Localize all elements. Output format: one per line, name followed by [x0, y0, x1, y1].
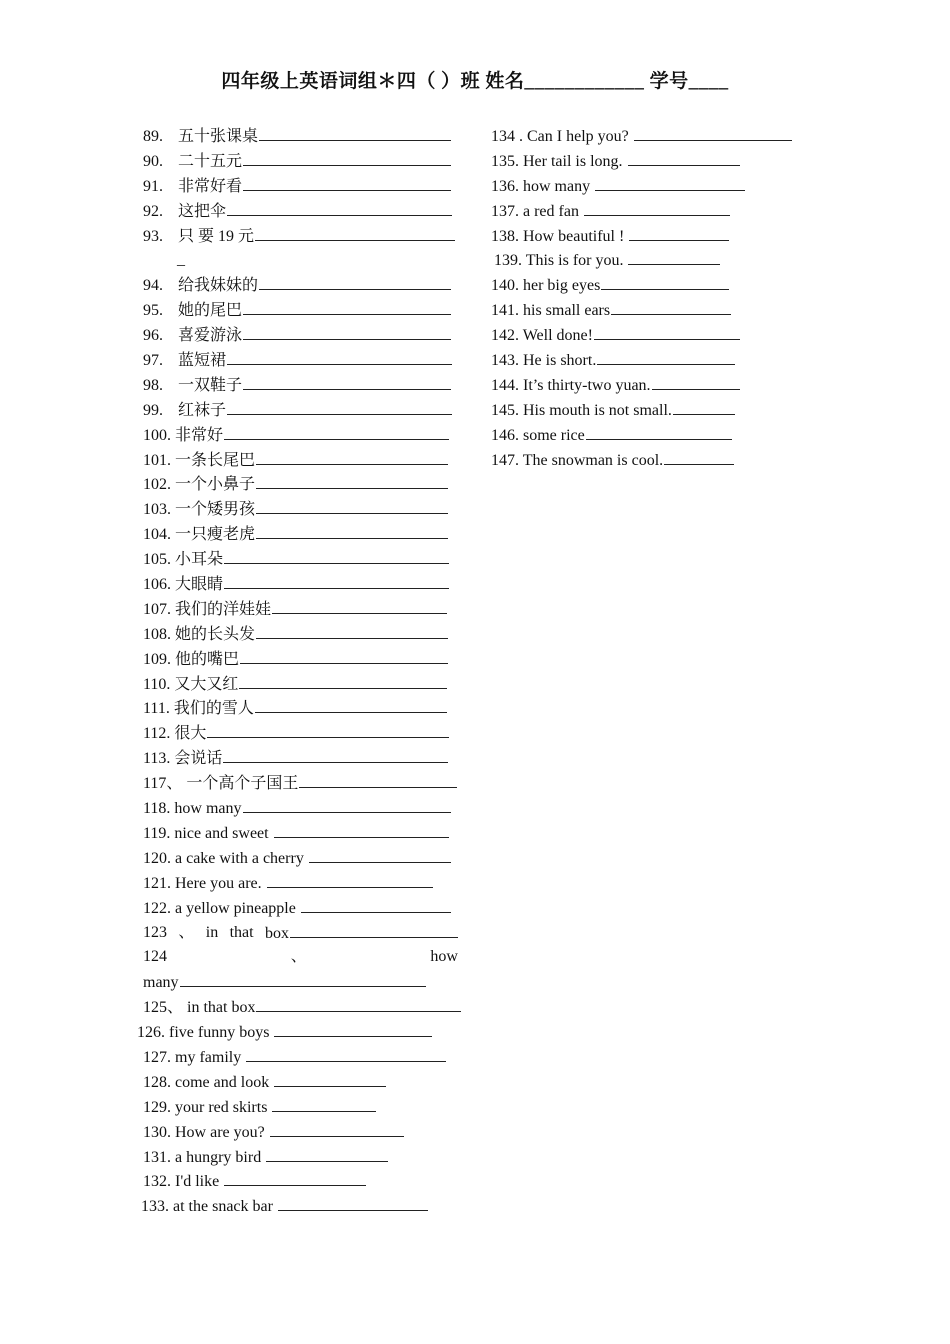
answer-blank[interactable] [239, 672, 447, 689]
item-number: 117、 [143, 775, 183, 793]
item-text: 一条长尾巴 [171, 451, 256, 469]
answer-blank[interactable] [278, 1194, 428, 1211]
list-item [143, 721, 461, 746]
item-number: 111. [143, 700, 170, 718]
answer-blank[interactable] [274, 1070, 386, 1087]
answer-blank[interactable] [611, 298, 731, 315]
answer-blank[interactable] [595, 174, 745, 191]
item-number: 89. [143, 128, 163, 145]
item-number: 129. [143, 1098, 171, 1116]
answer-blank[interactable] [256, 497, 448, 514]
list-item [143, 672, 461, 697]
answer-blank[interactable] [586, 423, 732, 440]
item-text: The snowman is cool. [519, 451, 664, 469]
answer-blank[interactable] [634, 124, 792, 141]
answer-blank[interactable] [267, 871, 433, 888]
item-text: 123 [143, 923, 167, 941]
item-number: 131. [143, 1148, 171, 1166]
list-item [491, 273, 811, 298]
item-number: 108. [143, 625, 171, 643]
item-text: It’s thirty-two yuan. [519, 376, 651, 394]
item-number: 138. [491, 227, 519, 245]
item-number: 95. [143, 302, 163, 320]
list-item [137, 1020, 461, 1045]
list-item [491, 448, 811, 473]
item-number: 109. [143, 650, 171, 668]
item-text: how many [519, 177, 595, 195]
item-text: in that box [183, 999, 256, 1017]
item-text: I'd like [171, 1173, 224, 1191]
item-number: 102. [143, 476, 171, 494]
item-text: Her tail is long. [519, 152, 627, 170]
answer-blank[interactable] [227, 398, 452, 415]
worksheet-title: 四年级上英语词组＊四（ ）班 姓名____________ 学号____ [221, 71, 729, 92]
answer-blank[interactable] [274, 821, 449, 838]
item-number: 140. [491, 277, 519, 295]
list-item [143, 995, 461, 1020]
answer-blank[interactable] [243, 149, 451, 166]
answer-blank[interactable] [594, 323, 740, 340]
list-item [143, 1145, 461, 1170]
item-text: your red skirts [171, 1098, 272, 1116]
item-text: a hungry bird [171, 1148, 266, 1166]
item-number: 105. [143, 551, 171, 569]
answer-blank[interactable] [255, 696, 447, 713]
answer-blank[interactable] [272, 1095, 376, 1112]
item-number: 91. [143, 177, 163, 195]
item-number: 113. [143, 750, 171, 768]
list-item [143, 647, 461, 672]
list-item [143, 846, 461, 871]
item-text: Can I help you? [523, 128, 633, 145]
list-item [491, 323, 811, 348]
item-text: in [205, 923, 219, 941]
answer-blank[interactable] [243, 323, 451, 340]
item-text: 这把伞 [178, 202, 227, 220]
item-text: five funny boys [165, 1024, 274, 1042]
answer-blank[interactable] [256, 522, 448, 539]
item-number: 107. [143, 600, 171, 618]
item-number: 134 . [491, 128, 523, 145]
item-text: _ [177, 251, 185, 269]
list-item [143, 921, 458, 946]
item-text: 一只瘦老虎 [171, 526, 256, 544]
list-item [491, 423, 811, 448]
answer-blank[interactable] [299, 771, 457, 788]
item-text: How beautiful ! [519, 227, 629, 245]
answer-blank[interactable] [629, 224, 729, 241]
item-number: 122. [143, 899, 171, 917]
list-item [491, 373, 811, 398]
item-text: 会说话 [170, 750, 223, 768]
answer-blank[interactable] [259, 273, 451, 290]
item-number: 136. [491, 177, 519, 195]
item-text: some rice [519, 426, 585, 444]
answer-blank[interactable] [224, 423, 449, 440]
answer-blank[interactable] [256, 472, 448, 489]
list-item [143, 547, 461, 572]
answer-blank[interactable] [227, 348, 452, 365]
answer-blank[interactable] [243, 796, 451, 813]
item-text: 给我妹妹的 [178, 277, 259, 295]
answer-blank[interactable] [270, 1120, 404, 1137]
answer-blank[interactable] [601, 273, 729, 290]
list-item [143, 323, 461, 348]
list-item [143, 273, 461, 298]
item-text: a red fan [519, 202, 583, 220]
answer-blank[interactable] [673, 398, 735, 415]
item-number: 104. [143, 526, 171, 544]
item-text: box [265, 921, 458, 946]
answer-blank[interactable] [272, 597, 447, 614]
item-text: 五十张课桌 [178, 128, 259, 145]
item-text: 很大 [170, 725, 207, 743]
item-text: my family [171, 1048, 246, 1066]
answer-blank[interactable] [597, 348, 735, 365]
item-text: 大眼睛 [171, 576, 224, 594]
item-number: 145. [491, 401, 519, 419]
item-text: 红袜子 [178, 401, 227, 419]
list-item [491, 348, 811, 373]
item-text: 124 [143, 948, 167, 966]
answer-blank[interactable] [224, 572, 449, 589]
item-text: 又大又红 [170, 675, 239, 693]
list-item [491, 224, 811, 249]
item-number: 130. [143, 1123, 171, 1141]
list-item [143, 199, 461, 224]
item-text: come and look [171, 1073, 274, 1091]
item-number: 121. [143, 874, 171, 892]
item-number: 90. [143, 152, 163, 170]
item-number: 119. [143, 824, 171, 842]
item-text: 蓝短裙 [178, 352, 227, 370]
item-number: 146. [491, 426, 519, 444]
list-item [143, 448, 461, 473]
list-item [143, 597, 461, 622]
list-item [143, 497, 461, 522]
item-number: 126. [137, 1024, 165, 1042]
item-number: 93. [143, 227, 163, 245]
answer-blank[interactable] [243, 373, 451, 390]
item-text: 她的长头发 [171, 625, 256, 643]
item-number: 96. [143, 327, 163, 345]
answer-blank[interactable] [290, 921, 458, 938]
list-item [491, 124, 811, 149]
item-text: his small ears [519, 302, 611, 320]
list-item [143, 871, 461, 896]
list-item [491, 199, 811, 224]
answer-blank[interactable] [256, 622, 448, 639]
answer-blank[interactable] [256, 995, 461, 1012]
list-item [143, 248, 461, 273]
item-number: 137. [491, 202, 519, 220]
answer-blank[interactable] [255, 224, 455, 241]
list-item [143, 821, 461, 846]
item-number: 143. [491, 352, 519, 370]
answer-blank[interactable] [243, 174, 451, 191]
item-number: 118. [143, 800, 171, 818]
item-text: her big eyes [519, 277, 601, 295]
list-item [491, 298, 811, 323]
item-text: 他的嘴巴 [171, 650, 240, 668]
item-text: 我们的雪人 [169, 700, 254, 718]
item-text: how many [170, 800, 242, 818]
answer-blank[interactable] [246, 1045, 446, 1062]
item-number: 132. [143, 1173, 171, 1191]
list-item [143, 1045, 461, 1070]
list-item [143, 771, 461, 796]
item-text: 一个矮男孩 [171, 501, 256, 519]
list-item [143, 970, 461, 995]
list-item [143, 174, 461, 199]
list-item [143, 149, 461, 174]
item-number: 92. [143, 202, 163, 220]
answer-blank[interactable] [227, 199, 452, 216]
answer-blank[interactable] [628, 248, 720, 265]
item-number: 97. [143, 352, 163, 370]
item-number: 106. [143, 576, 171, 594]
list-item [143, 796, 461, 821]
list-item [143, 522, 461, 547]
answer-blank[interactable] [309, 846, 451, 863]
item-number: 94. [143, 277, 163, 295]
item-number: 147. [491, 451, 519, 469]
list-item [143, 124, 461, 149]
item-text: 她的尾巴 [178, 302, 243, 320]
list-item [491, 398, 811, 423]
item-number: 99. [143, 401, 163, 419]
item-number: 101. [143, 451, 171, 469]
list-item [143, 572, 461, 597]
list-item [143, 298, 461, 323]
item-text: 只 要 19 元 [178, 227, 255, 245]
list-item [143, 622, 461, 647]
item-number: 112. [143, 725, 171, 743]
item-text: 一个高个子国王 [182, 775, 299, 793]
item-number: 128. [143, 1073, 171, 1091]
item-text: Here you are. [171, 874, 266, 892]
item-text: many [143, 974, 179, 992]
item-number: 98. [143, 376, 163, 394]
answer-blank[interactable] [274, 1020, 432, 1037]
item-number: 141. [491, 302, 519, 320]
list-item [143, 1169, 461, 1194]
list-item [141, 1194, 461, 1219]
list-item [143, 373, 461, 398]
list-item [491, 174, 811, 199]
item-text: 一双鞋子 [178, 376, 243, 394]
item-text: at the snack bar [169, 1198, 277, 1216]
answer-blank[interactable] [664, 448, 734, 465]
item-text: a yellow pineapple [171, 899, 300, 917]
answer-blank[interactable] [207, 721, 449, 738]
item-text: how [430, 948, 458, 966]
left-column [137, 124, 461, 1219]
answer-blank[interactable] [266, 1145, 388, 1162]
answer-blank[interactable] [180, 970, 426, 987]
list-item [143, 398, 461, 423]
item-text: a cake with a cherry [171, 849, 308, 867]
answer-blank[interactable] [224, 547, 449, 564]
item-number: 125、 [143, 999, 184, 1017]
item-text: 小耳朵 [171, 551, 224, 569]
answer-blank[interactable] [652, 373, 740, 390]
answer-blank[interactable] [256, 448, 448, 465]
list-item [143, 1095, 461, 1120]
list-item [143, 224, 461, 249]
item-text: Well done! [519, 327, 593, 345]
answer-blank[interactable] [259, 124, 451, 141]
item-number: 142. [491, 327, 519, 345]
list-item [143, 896, 461, 921]
list-item [143, 1070, 461, 1095]
item-number: 133. [141, 1198, 169, 1216]
answer-blank[interactable] [301, 896, 451, 913]
item-number: 120. [143, 849, 171, 867]
item-text: He is short. [519, 352, 597, 370]
item-number: 144. [491, 376, 519, 394]
answer-blank[interactable] [240, 647, 448, 664]
answer-blank[interactable] [584, 199, 730, 216]
item-text: nice and sweet [170, 824, 273, 842]
answer-blank[interactable] [243, 298, 451, 315]
item-number: 139. [494, 252, 522, 270]
item-text: 、 [290, 948, 307, 966]
item-text: This is for you. [522, 252, 628, 270]
item-text: How are you? [171, 1123, 269, 1141]
item-text: 一个小鼻子 [171, 476, 256, 494]
item-text: 二十五元 [178, 152, 243, 170]
item-number: 135. [491, 152, 519, 170]
answer-blank[interactable] [223, 746, 448, 763]
item-text: 非常好看 [178, 177, 243, 195]
item-text: 我们的洋娃娃 [171, 600, 272, 618]
item-text: 、 [178, 923, 195, 941]
list-item [143, 1120, 461, 1145]
list-item [143, 423, 461, 448]
item-text: His mouth is not small. [519, 401, 672, 419]
item-number: 103. [143, 501, 171, 519]
list-item [143, 348, 461, 373]
list-item [143, 696, 461, 721]
list-item [143, 746, 461, 771]
answer-blank[interactable] [628, 149, 740, 166]
item-number: 100. [143, 426, 171, 444]
answer-blank[interactable] [224, 1169, 366, 1186]
item-text: 喜爱游泳 [178, 327, 243, 345]
list-item [143, 945, 458, 970]
list-item [494, 248, 811, 273]
right-column [491, 124, 811, 472]
item-text: 非常好 [171, 426, 224, 444]
item-number: 127. [143, 1048, 171, 1066]
item-text: that [229, 923, 254, 941]
list-item [491, 149, 811, 174]
item-number: 110. [143, 675, 171, 693]
list-item [143, 472, 461, 497]
